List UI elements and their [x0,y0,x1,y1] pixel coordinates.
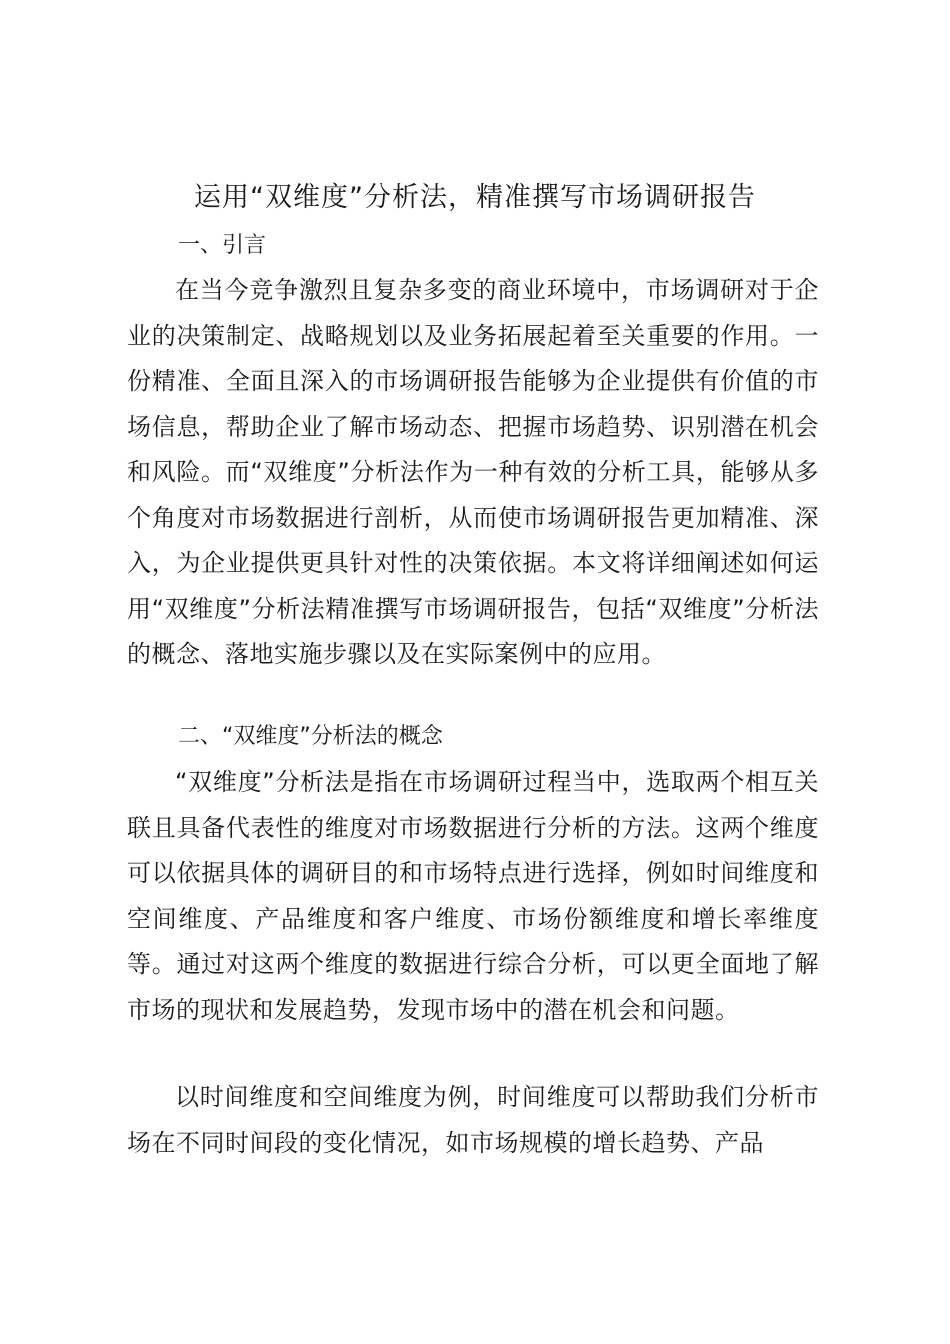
document-title: 运用“双维度”分析法，精准撰写市场调研报告 [194,182,756,213]
paragraph-concept-definition: “双维度”分析法是指在市场调研过程当中，选取两个相互关联且具备代表性的维度对市场数据进行分析的方法。这两个维度可以依据具体的调研目的和市场特点进行选择，例如时间维度和空间维度、产品维度和客户维度、市场份额维度和增长率维度等。通过对这两个维度的数据进行综合分析，可以更全面地了解市场的现状和发展趋势，发现市场中的潜在机会和问题。 [127,768,819,1024]
paragraph-introduction: 在当今竞争激烈且复杂多变的商业环境中，市场调研对于企业的决策制定、战略规划以及业务拓展起着至关重要的作用。一份精准、全面且深入的市场调研报告能够为企业提供有价值的市场信息，帮助企业了解市场动态、把握市场趋势、识别潜在机会和风险。而“双维度”分析法作为一种有效的分析工具，能够从多个角度对市场数据进行剖析，从而使市场调研报告更加精准、深入，为企业提供更具针对性的决策依据。本文将详细阐述如何运用“双维度”分析法精准撰写市场调研报告，包括“双维度”分析法的概念、落地实施步骤以及在实际案例中的应用。 [127,276,819,668]
section-heading-concept: 二、“双维度”分析法的概念 [178,724,443,749]
paragraph-concept-example: 以时间维度和空间维度为例，时间维度可以帮助我们分析市场在不同时间段的变化情况，如市场规模的增长趋势、产品 [127,1083,819,1157]
section-heading-introduction: 一、引言 [178,233,267,258]
